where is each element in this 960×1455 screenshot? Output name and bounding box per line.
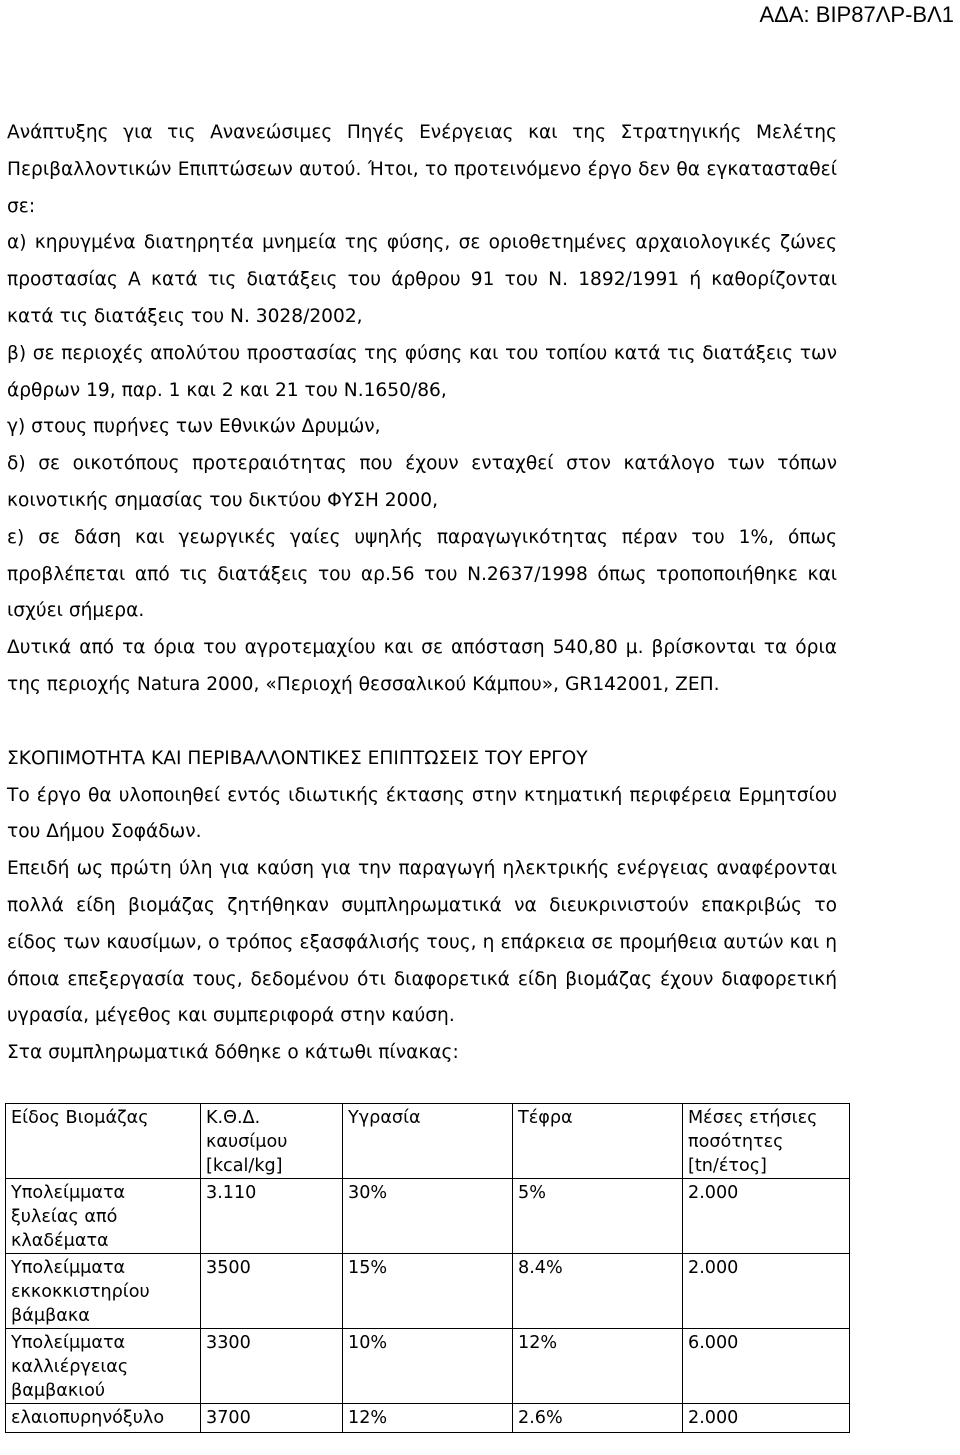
cell-quantity: 2.000 xyxy=(683,1404,850,1433)
paragraph-item-e: ε) σε δάση και γεωργικές γαίες υψηλής παραγωγικότητας πέραν του 1%, όπως προβλέπεται από τις διατάξεις του αρ.56 του Ν.2637/1998 όπως τροποποιήθηκε και ισχύει σήμερα. xyxy=(7,526,837,622)
cell-kcal: 3700 xyxy=(201,1404,343,1433)
paragraph-intro: Ανάπτυξης για τις Ανανεώσιμες Πηγές Ενέργειας και της Στρατηγικής Μελέτης Περιβαλλοντικών Επιπτώσεων αυτού. Ήτοι, το προτεινόμενο έργο δεν θα εγκατασταθεί σε: xyxy=(7,122,837,217)
cell-moisture: 12% xyxy=(343,1404,513,1433)
cell-kcal: 3500 xyxy=(201,1254,343,1329)
paragraph-item-d: δ) σε οικοτόπους προτεραιότητας που έχουν ενταχθεί στον κατάλογο των τόπων κοινοτικής σημασίας του δικτύου ΦΥΣΗ 2000, xyxy=(7,453,837,511)
cell-ash: 8.4% xyxy=(513,1254,683,1329)
paragraph-item-c: γ) στους πυρήνες των Εθνικών Δρυμών, xyxy=(7,416,381,438)
table-row xyxy=(6,1329,850,1404)
header-cell-kcal: Κ.Θ.Δ. καυσίμου [kcal/kg] xyxy=(201,1104,343,1179)
document-body xyxy=(7,115,837,1072)
cell-quantity: 2.000 xyxy=(683,1179,850,1254)
cell-ash: 2.6% xyxy=(513,1404,683,1433)
cell-moisture: 15% xyxy=(343,1254,513,1329)
cell-biomass-type: Υπολείμματα καλλιέργειας βαμβακιού xyxy=(6,1329,201,1404)
table-row xyxy=(6,1254,850,1329)
cell-moisture: 10% xyxy=(343,1329,513,1404)
cell-quantity: 2.000 xyxy=(683,1254,850,1329)
section-heading: ΣΚΟΠΙΜΟΤΗΤΑ ΚΑΙ ΠΕΡΙΒΑΛΛΟΝΤΙΚΕΣ ΕΠΙΠΤΩΣΕΙΣ ΤΟΥ ΕΡΓΟΥ xyxy=(7,747,588,769)
table-row xyxy=(6,1404,850,1433)
cell-ash: 5% xyxy=(513,1179,683,1254)
cell-kcal: 3.110 xyxy=(201,1179,343,1254)
biomass-table xyxy=(5,1103,850,1433)
cell-quantity: 6.000 xyxy=(683,1329,850,1404)
table-row xyxy=(6,1179,850,1254)
table-header-row xyxy=(6,1104,850,1179)
header-cell-ash: Τέφρα xyxy=(513,1104,683,1179)
cell-ash: 12% xyxy=(513,1329,683,1404)
header-cell-quantity: Μέσες ετήσιες ποσότητες [tn/έτος] xyxy=(683,1104,850,1179)
cell-biomass-type: Υπολείμματα εκκοκκιστηρίου βάμβακα xyxy=(6,1254,201,1329)
document-id-header: ΑΔΑ: ΒΙΡ87ΛΡ-ΒΛ1 xyxy=(759,2,954,27)
header-cell-moisture: Υγρασία xyxy=(343,1104,513,1179)
paragraph-location: Το έργο θα υλοποιηθεί εντός ιδιωτικής έκτασης στην κτηματική περιφέρεια Ερμητσίου του Δήμου Σοφάδων. xyxy=(7,784,837,843)
cell-kcal: 3300 xyxy=(201,1329,343,1404)
paragraph-item-b: β) σε περιοχές απολύτου προστασίας της φύσης και του τοπίου κατά τις διατάξεις των άρθρων 19, παρ. 1 και 2 και 21 του Ν.1650/86, xyxy=(7,342,837,401)
paragraph-biomass: Επειδή ως πρώτη ύλη για καύση για την παραγωγή ηλεκτρικής ενέργειας αναφέρονται πολλά είδη βιομάζας ζητήθηκαν συμπληρωματικά να διευκρινιστούν επακριβώς το είδος των καυσίμων, ο τρόπος εξασφάλισής τους, η επάρκεια σε προμήθεια αυτών και η όποια επεξεργασία τους, δεδομένου ότι διαφορετικά είδη βιομάζας έχουν διαφορετική υγρασία, μέγεθος και συμπεριφορά στην καύση. xyxy=(7,858,837,1027)
cell-biomass-type: ελαιοπυρηνόξυλο xyxy=(6,1404,201,1433)
header-cell-biomass-type: Είδος Βιομάζας xyxy=(6,1104,201,1179)
paragraph-item-a: α) κηρυγμένα διατηρητέα μνημεία της φύσης, σε οριοθετημένες αρχαιολογικές ζώνες προστασίας Α κατά τις διατάξεις του άρθρου 91 του Ν. 1892/1991 ή καθορίζονται κατά τις διατάξεις του Ν. 3028/2002, xyxy=(7,232,837,327)
paragraph-table-intro: Στα συμπληρωματικά δόθηκε ο κάτωθι πίνακας: xyxy=(7,1042,459,1064)
cell-biomass-type: Υπολείμματα ξυλείας από κλαδέματα xyxy=(6,1179,201,1254)
cell-moisture: 30% xyxy=(343,1179,513,1254)
paragraph-natura: Δυτικά από τα όρια του αγροτεμαχίου και σε απόσταση 540,80 μ. βρίσκονται τα όρια της περιοχής Natura 2000, «Περιοχή θεσσαλικού Κάμπου», GR142001, ΖΕΠ. xyxy=(7,637,837,695)
